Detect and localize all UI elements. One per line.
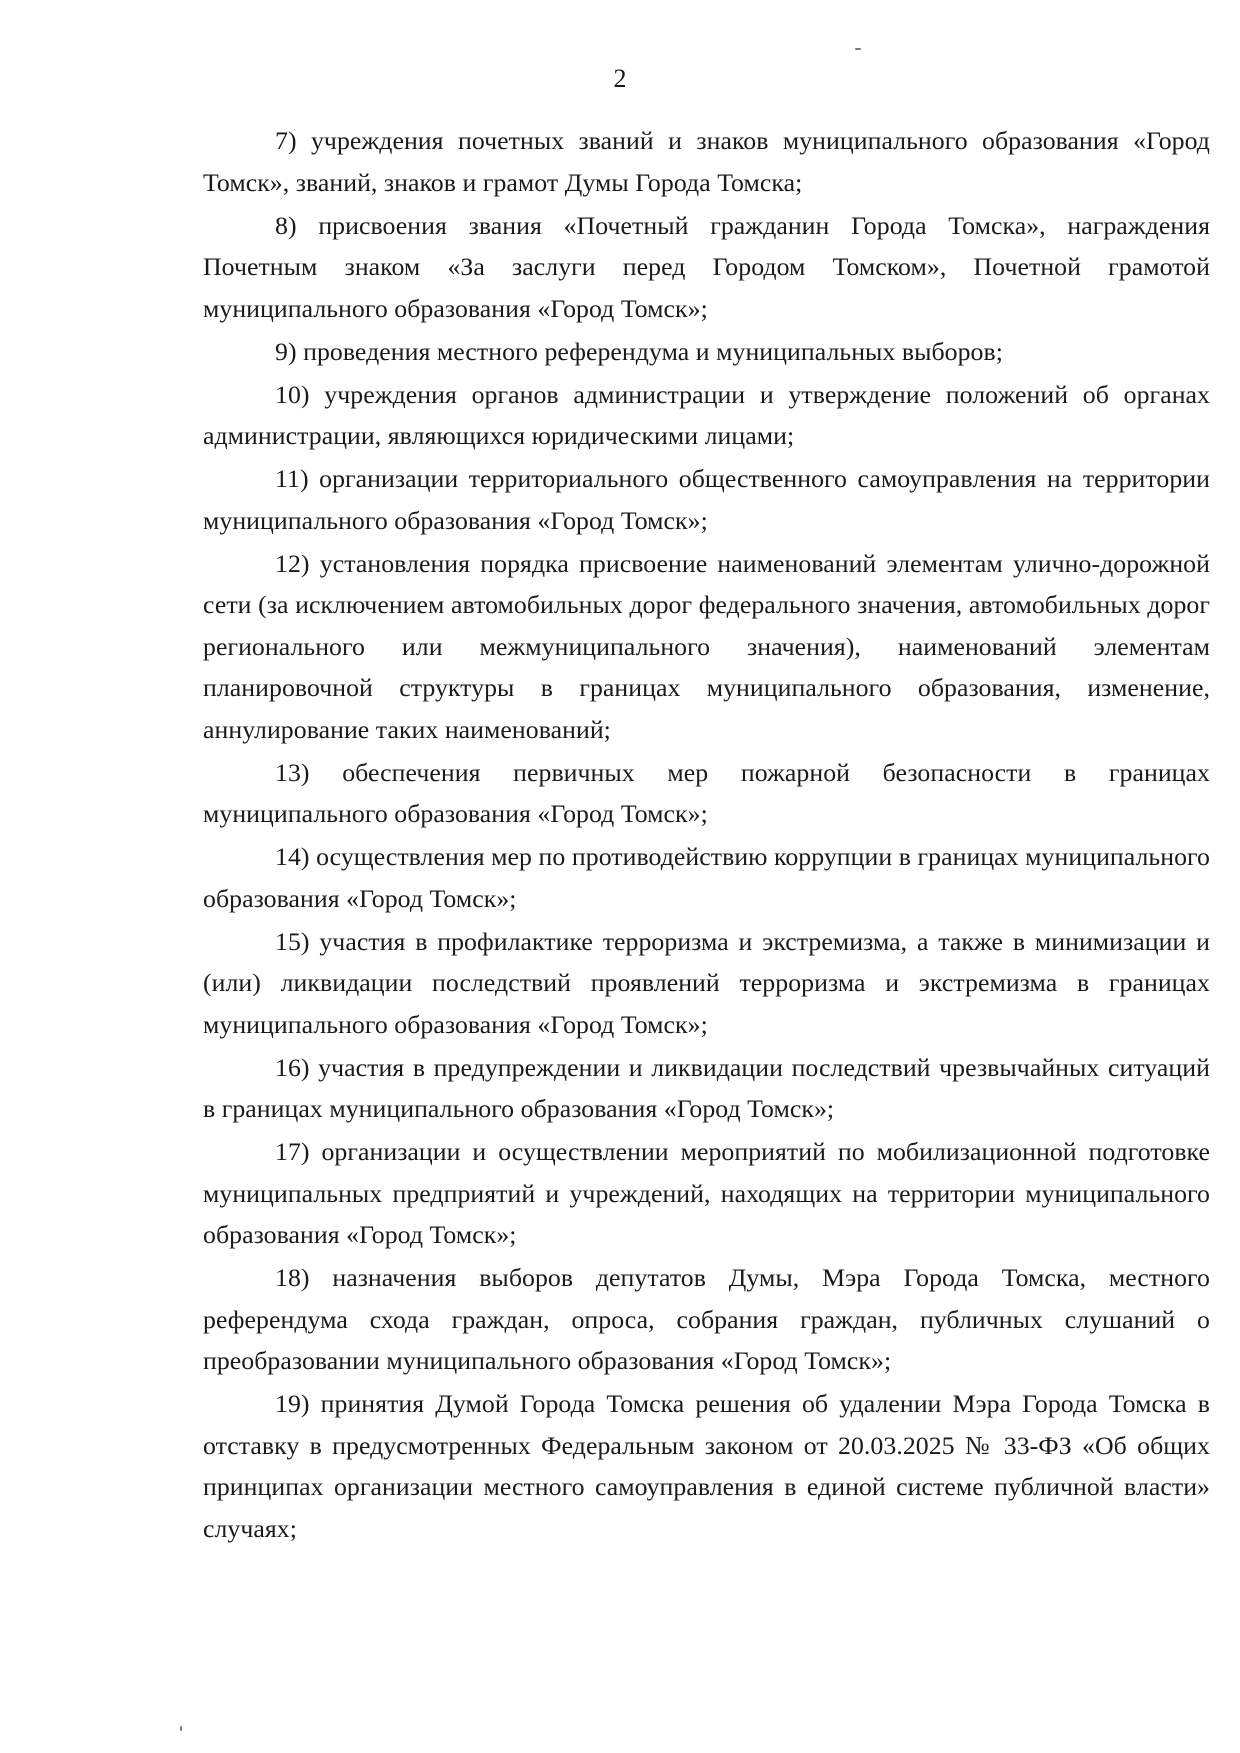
list-item-18: 18) назначения выборов депутатов Думы, Мэра Города Томска, местного референдума схода граждан, опроса, собрания граждан, публичных слушаний о преобразовании муниципального образования «Город Томск»; <box>203 1263 1210 1375</box>
list-item-14: 14) осуществления мер по противодействию коррупции в границах муниципального образования «Город Томск»; <box>203 842 1210 913</box>
list-item-17: 17) организации и осуществлении мероприятий по мобилизационной подготовке муниципальных предприятий и учреждений, находящих на территории муниципального образования «Город Томск»; <box>203 1137 1210 1249</box>
list-item-8: 8) присвоения звания «Почетный гражданин Города Томска», награждения Почетным знаком «За заслуги перед Городом Томском», Почетной грамотой муниципального образования «Город Томск»; <box>203 210 1210 323</box>
list-item-9: 9) проведения местного референдума и муниципальных выборов; <box>275 336 1003 366</box>
document-body <box>203 120 1210 1551</box>
list-item-15: 15) участия в профилактике терроризма и экстремизма, а также в минимизации и (или) ликвидации последствий проявлений терроризма и экстремизма в границах муниципального образования «Город Томск»; <box>203 926 1210 1039</box>
list-item-11: 11) организации территориального общественного самоуправления на территории муниципального образования «Город Томск»; <box>203 464 1210 535</box>
list-item-13: 13) обеспечения первичных мер пожарной безопасности в границах муниципального образования «Город Томск»; <box>203 757 1210 828</box>
scan-speck-bottom-left <box>180 1726 182 1731</box>
list-item-7: 7) учреждения почетных званий и знаков муниципального образования «Город Томск», званий, знаков и грамот Думы Города Томска; <box>203 126 1210 197</box>
list-item-12: 12) установления порядка присвоение наименований элементам улично-дорожной сети (за исключением автомобильных дорог федерального значения, автомобильных дорог регионального или межмуниципального значения), наименований элементам планировочной структуры в границах муниципального образования, изменение, аннулирование таких наименований; <box>203 548 1210 744</box>
page-number: 2 <box>613 64 627 93</box>
list-item-10: 10) учреждения органов администрации и утверждение положений об органах администрации, являющихся юридическими лицами; <box>203 379 1210 450</box>
list-item-19: 19) принятия Думой Города Томска решения об удалении Мэра Города Томска в отставку в предусмотренных Федеральным законом от 20.03.2025 № 33-ФЗ «Об общих принципах организации местного самоуправления в единой системе публичной власти» случаях; <box>203 1389 1210 1543</box>
list-item-16: 16) участия в предупреждении и ликвидации последствий чрезвычайных ситуаций в границах муниципального образования «Город Томск»; <box>203 1052 1210 1123</box>
scan-speck-top-right <box>855 48 861 50</box>
